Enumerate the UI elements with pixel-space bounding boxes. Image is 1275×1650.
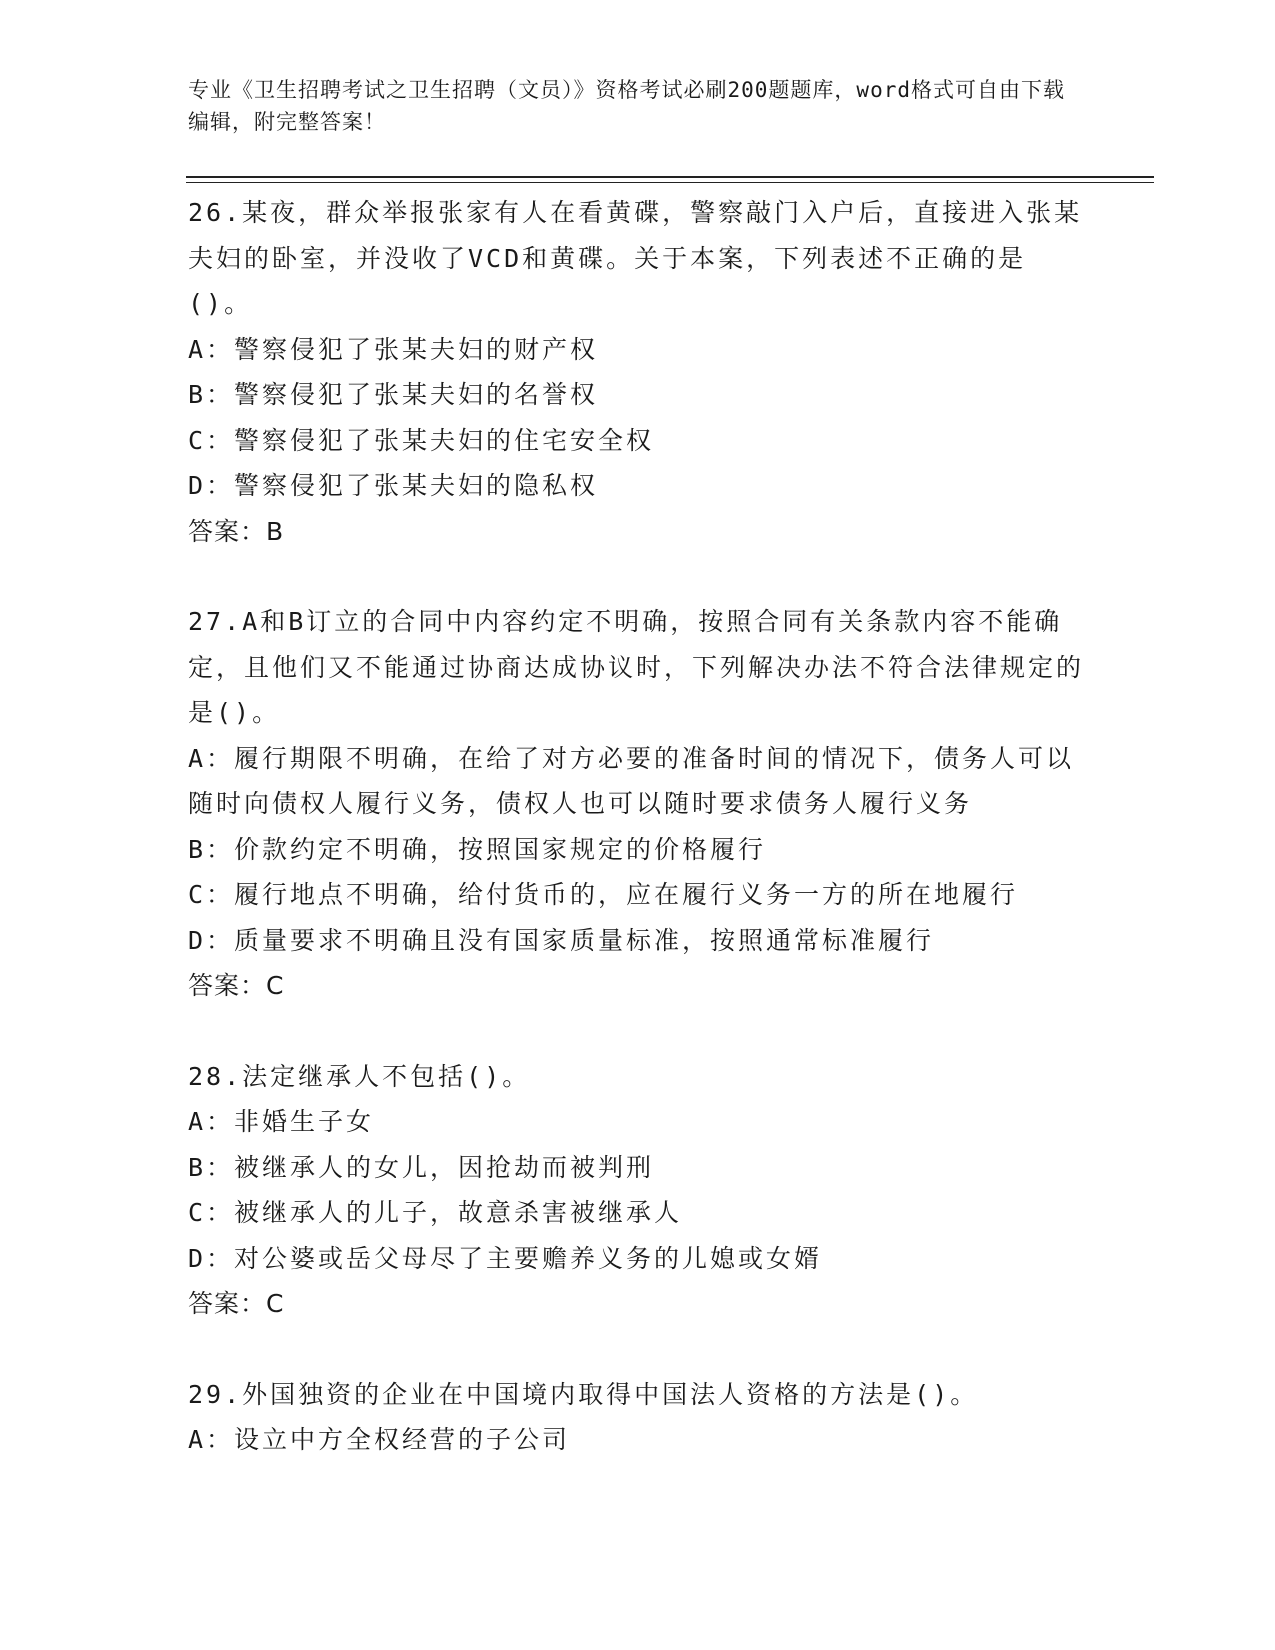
answer-line: 答案：B [188, 516, 285, 546]
question-27 [188, 599, 1088, 1009]
option-c: C：警察侵犯了张某夫妇的住宅安全权 [188, 425, 655, 455]
option-a: A：设立中方全权经营的子公司 [188, 1425, 571, 1454]
question-stem: 26.某夜，群众举报张家有人在看黄碟，警察敲门入户后，直接进入张某夫妇的卧室，并没收了VCD和黄碟。关于本案，下列表述不正确的是()。 [188, 198, 1083, 318]
question-stem: 28.法定继承人不包括()。 [188, 1061, 531, 1091]
question-29 [188, 1372, 1088, 1463]
option-b: B：被继承人的女儿，因抢劫而被判刑 [188, 1152, 655, 1182]
option-a: A：非婚生子女 [188, 1107, 375, 1136]
option-b: B：警察侵犯了张某夫妇的名誉权 [188, 380, 599, 409]
header-rule-thin [186, 182, 1154, 183]
option-b: B：价款约定不明确，按照国家规定的价格履行 [188, 834, 767, 864]
option-d: D：警察侵犯了张某夫妇的隐私权 [188, 471, 599, 500]
option-c: C：履行地点不明确，给付货币的，应在履行义务一方的所在地履行 [188, 880, 1019, 909]
option-a: A：履行期限不明确，在给了对方必要的准备时间的情况下，债务人可以随时向债权人履行义务，债权人也可以随时要求债务人履行义务 [188, 743, 1075, 818]
option-d: D：质量要求不明确且没有国家质量标准，按照通常标准履行 [188, 925, 935, 955]
option-c: C：被继承人的儿子，故意杀害被继承人 [188, 1198, 683, 1227]
question-28 [188, 1054, 1088, 1327]
option-d: D：对公婆或岳父母尽了主要赡养义务的儿媳或女婿 [188, 1243, 823, 1273]
question-stem: 29.外国独资的企业在中国境内取得中国法人资格的方法是()。 [188, 1379, 979, 1409]
document-header: 专业《卫生招聘考试之卫生招聘（文员）》资格考试必刷200题题库，word格式可自由下载编辑，附完整答案！ [188, 78, 1065, 134]
answer-line: 答案：C [188, 1289, 285, 1318]
question-26 [188, 190, 1088, 554]
question-stem: 27.A和B订立的合同中内容约定不明确，按照合同有关条款内容不能确定，且他们又不能通过协商达成协议时，下列解决办法不符合法律规定的是()。 [188, 607, 1085, 727]
question-list [188, 190, 1088, 1508]
option-a: A：警察侵犯了张某夫妇的财产权 [188, 334, 599, 364]
answer-line: 答案：C [188, 971, 285, 1000]
header-rule-thick [186, 176, 1154, 178]
